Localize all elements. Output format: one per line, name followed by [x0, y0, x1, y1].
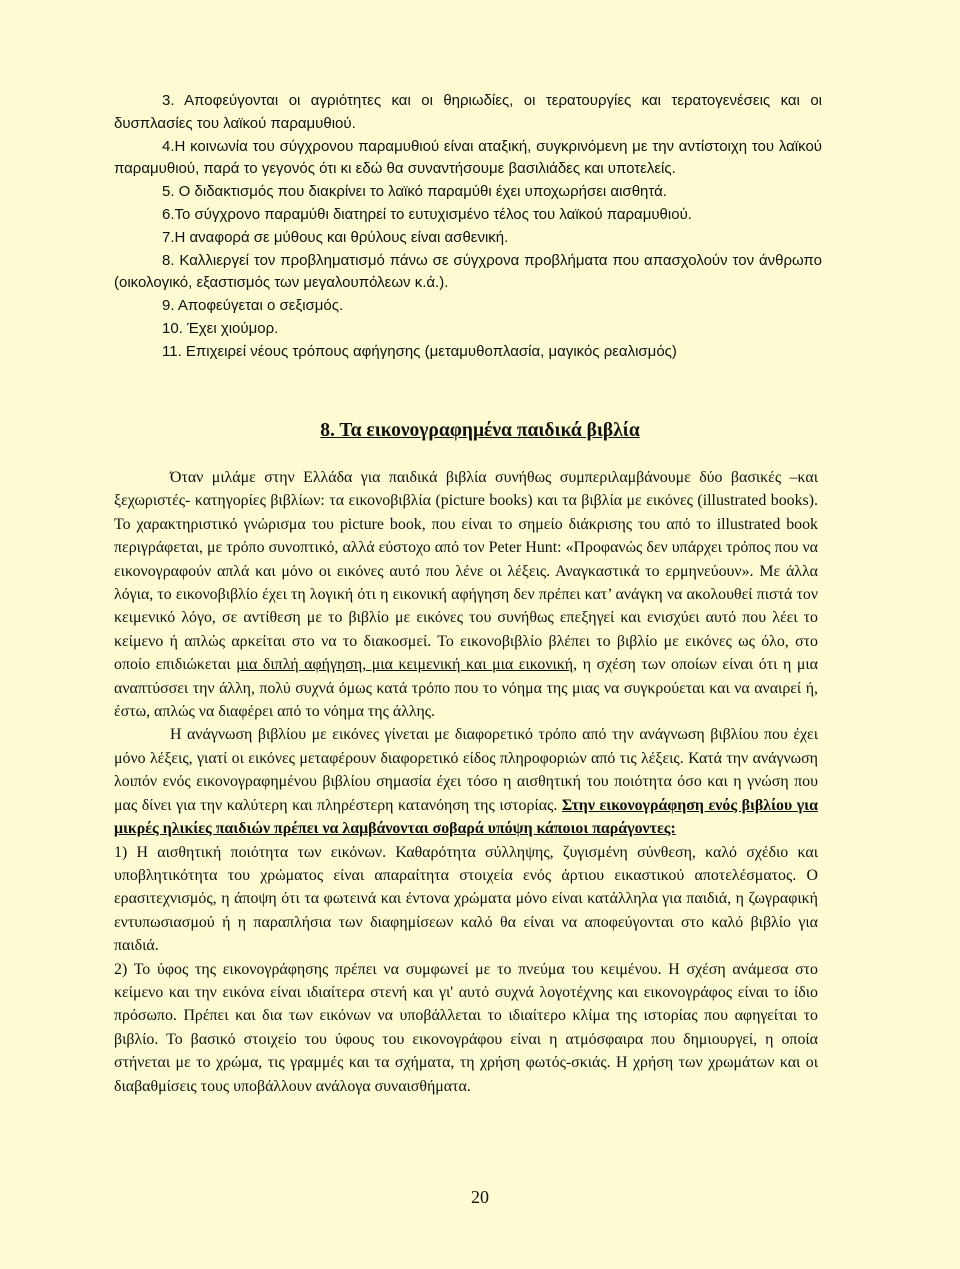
list-item: 10. Έχει χιούμορ. — [162, 319, 279, 337]
page-number: 20 — [471, 1187, 489, 1207]
paragraph — [114, 466, 818, 723]
list-item: 5. Ο διδακτισμός που διακρίνει το λαϊκό παραμύθι έχει υποχωρήσει αισθητά. — [162, 183, 667, 201]
paragraph: 2) Το ύφος της εικονογράφησης πρέπει να συμφωνεί με το πνεύμα του κειμένου. Η σχέση ανάμεσα στο κείμενο και την εικόνα είναι ιδιαίτερα στενή και γι' αυτό συχνά λογοτέχνης και εικονογράφος είναι το ίδιο πρόσωπο. Πρέπει και δια των εικόνων να υποβάλλεται το ιδιαίτερο κλίμα της ιστορίας που αφηγείται το βιβλίο. Το βασικό στοιχείο του ύφους του εικονογράφου είναι η ατμόσφαιρα που δημιουργεί, η οποία στήνεται με το χρώμα, τις γραμμές και τα σχήματα, τη χρήση φωτός-σκιάς. Η χρήση των χρωμάτων και οι διαβαθμίσεις τους υποβάλλουν ανάλογα συναισθήματα. — [114, 960, 818, 1095]
list-item: 8. Καλλιεργεί τον προβληματισμό πάνω σε σύγχρονα προβλήματα που απασχολούν τον άνθρωπο (οικολογικό, εξαστισμός των μεγαλουπόλεων κ.ά.). — [114, 251, 822, 292]
paragraph-text: , η σχέση των οποίων είναι ότι η μια αναπτύσσει την άλλη, πολύ συχνά όμως κατά τρόπο που το νόημα της μιας να συγκρούεται και να αναιρεί ή, έστω, απλώς να διαφέρει από το νόημα της άλλης. — [114, 656, 818, 721]
list-item: 7.Η αναφορά σε μύθους και θρύλους είναι ασθενική. — [162, 228, 509, 246]
bold-underlined-text: Στην εικονογράφηση ενός βιβλίου για μικρές ηλικίες παιδιών πρέπει να λαμβάνονται σοβαρά υπόψη κάποιοι παράγοντες: — [114, 796, 818, 838]
list-item: 4.Η κοινωνία του σύγχρονου παραμυθιού είναι αταξική, συγκρινόμενη με την αντίστοιχη του λαϊκού παραμυθιού, παρά το γεγονός ότι κι εδώ θα συναντήσουμε βασιλιάδες και υποτελείς. — [114, 137, 822, 178]
list-item: 3. Αποφεύγονται οι αγριότητες και οι θηριωδίες, οι τερατουργίες και τερατογενέσεις και οι δυσπλασίες του λαϊκού παραμυθιού. — [114, 92, 822, 132]
list-item: 11. Επιχειρεί νέους τρόπους αφήγησης (μεταμυθοπλασία, μαγικός ρεαλισμός) — [162, 342, 677, 360]
list-item: 9. Αποφεύγεται ο σεξισμός. — [162, 297, 344, 315]
features-list — [114, 90, 822, 364]
paragraph-text: Όταν μιλάμε στην Ελλάδα για παιδικά βιβλία συνήθως συμπεριλαμβάνουμε δύο βασικές –και ξεχωριστές- κατηγορίες βιβλίων: τα εικονοβιβλία (picture books) και τα βιβλία με εικόνες (illustrated books). Το χαρακτηριστικό γνώρισμα του picture book, που είναι το σημείο διάκρισης του από το illustrated book περιγράφεται, με τρόπο συνοπτικό, αλλά εύστοχο από τον Peter Hunt: «Προφανώς δεν υπάρχει τρόπος που να εικονογραφούν απλά και μόνο οι εικόνες αυτό που λένε οι λέξεις. Αναγκαστικά το ερμηνεύουν». Με άλλα λόγια, το εικονοβιβλίο έχει τη λογική ότι η εικονική αφήγηση δεν πρέπει κατ’ ανάγκη να ακολουθεί πιστά τον κειμενικό λόγο, σε αντίθεση με το βιβλίο με εικόνες του συνήθως επεξηγεί και ενισχύει αυτό που λέει το κείμενο ή απλώς αρκείται στο να το διακοσμεί. Το εικονοβιβλίο βλέπει το βιβλίο με εικόνες ως όλο, στο οποίο επιδιώκεται — [114, 469, 818, 674]
section-heading: 8. Τα εικονογραφημένα παιδικά βιβλία — [320, 420, 640, 441]
underlined-text: μια διπλή αφήγηση, μια κειμενική και μια εικονική — [236, 656, 574, 674]
list-item: 6.Το σύγχρονο παραμύθι διατηρεί το ευτυχισμένο τέλος του λαϊκού παραμυθιού. — [162, 205, 692, 223]
section-body — [114, 466, 818, 1098]
paragraph: 1) Η αισθητική ποιότητα των εικόνων. Καθαρότητα σύλληψης, ζυγισμένη σύνθεση, καλό σχέδιο και υποβλητικότητα του χρώματος είναι απαραίτητα στοιχεία ενός άρτιου εικαστικού αποτελέσματος. Ο ερασιτεχνισμός, η άποψη ότι τα φωτεινά και έντονα χρώματα μόνο είναι κατάλληλα για παιδιά, η ζωγραφική εντυπωσιασμού ή η παραπλήσια των διαφημίσεων καλό θα είναι να αποφεύγονται στο καλό βιβλίο για παιδιά. — [114, 843, 818, 955]
paragraph-text: Η ανάγνωση βιβλίου με εικόνες γίνεται με διαφορετικό τρόπο από την ανάγνωση βιβλίου που έχει μόνο λέξεις, γιατί οι εικόνες μεταφέρουν διαφορετικό είδος πληροφοριών από τις λέξεις. Κατά την ανάγνωση λοιπόν ενός εικονογραφημένου βιβλίου σημασία έχει τόσο η αισθητική του ποιότητα όσο και η γνώση που μας δίνει για την καλύτερη και πληρέστερη κατανόηση της ιστορίας. — [114, 726, 818, 814]
paragraph — [114, 723, 818, 840]
